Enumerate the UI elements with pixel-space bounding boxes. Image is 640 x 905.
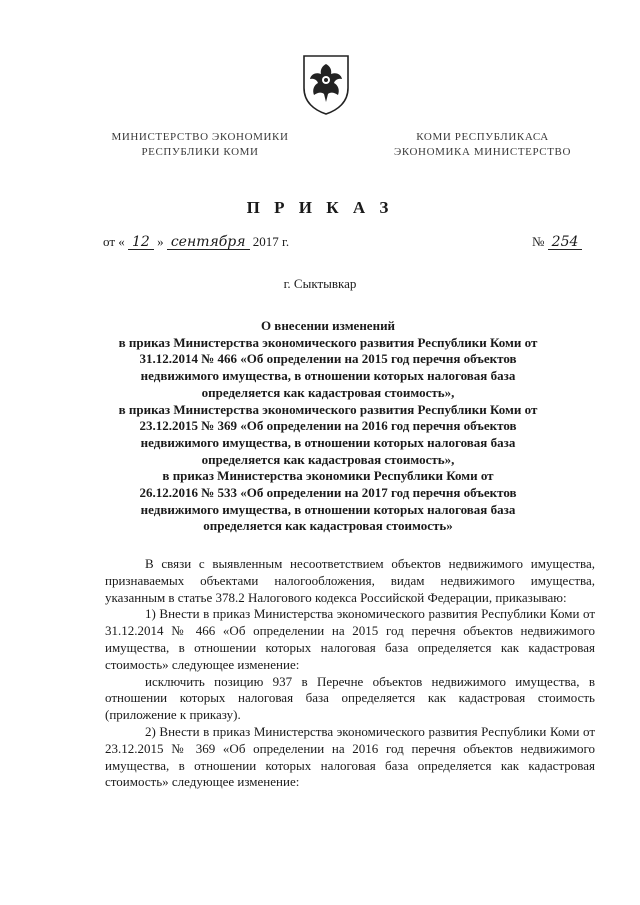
heading-line: определяется как кадастровая стоимость», (201, 451, 455, 467)
number-label: № (532, 234, 545, 249)
coat-of-arms-icon (300, 52, 352, 116)
date-prefix: от « (103, 234, 125, 249)
heading-line: в приказ Министерства экономики Республики Коми от (162, 468, 494, 484)
header-left-line1: МИНИСТЕРСТВО ЭКОНОМИКИ (111, 131, 289, 143)
heading-line: определяется как кадастровая стоимость», (201, 384, 455, 400)
order-number (532, 234, 582, 250)
heading-line: 23.12.2015 № 369 «Об определении на 2016 год перечня объектов (139, 418, 517, 434)
ministry-name-russian (100, 130, 300, 160)
number-value: 254 (548, 235, 583, 250)
date-day: 12 (128, 235, 154, 250)
date-month: сентября (167, 235, 250, 250)
order-date (103, 234, 289, 250)
date-mid: » (157, 234, 164, 249)
header-right-line2: ЭКОНОМИКА МИНИСТЕРСТВО (393, 146, 572, 158)
order-body (105, 556, 595, 791)
ministry-name-komi (375, 130, 590, 160)
body-paragraph: исключить позицию 937 в Перечне объектов недвижимого имущества, в отношении которых налоговая база определяется как кадастровая стоимость (приложение к приказу). (105, 673, 595, 723)
heading-line: в приказ Министерства экономического развития Республики Коми от (118, 334, 538, 350)
body-paragraph: В связи с выявленным несоответствием объектов недвижимого имущества, признаваемых объектами налогообложения, видам недвижимого имущества, указанным в статье 378.2 Налогового кодекса Российской Федерации, приказываю: (105, 556, 595, 605)
header-right-line1: КОМИ РЕСПУБЛИКАСА (416, 131, 549, 143)
heading-line: определяется как кадастровая стоимость» (203, 518, 453, 534)
order-heading (98, 318, 558, 535)
date-year: 2017 г. (252, 234, 290, 249)
heading-line: О внесении изменений (260, 318, 396, 333)
city: г. Сыктывкар (283, 276, 357, 291)
header-left-line2: РЕСПУБЛИКИ КОМИ (141, 146, 259, 158)
heading-line: в приказ Министерства экономического развития Республики Коми от (118, 401, 538, 417)
heading-line: недвижимого имущества, в отношении которых налоговая база (140, 434, 516, 450)
heading-line: недвижимого имущества, в отношении которых налоговая база (140, 501, 516, 517)
heading-line: 26.12.2016 № 533 «Об определении на 2017 год перечня объектов (139, 485, 517, 501)
body-paragraph: 1) Внести в приказ Министерства экономического развития Республики Коми от 31.12.2014 № 466 «Об определении на 2015 год перечня объектов недвижимого имущества, в отношении которых налоговая база определяется как кадастровая стоимость» следующее изменение: (105, 606, 595, 672)
body-paragraph: 2) Внести в приказ Министерства экономического развития Республики Коми от 23.12.2015 № 369 «Об определении на 2016 год перечня объектов недвижимого имущества, в отношении которых налоговая база определяется как кадастровая стоимость» следующее изменение: (105, 723, 595, 790)
document-title: П Р И К А З (246, 198, 394, 217)
heading-line: 31.12.2014 № 466 «Об определении на 2015 год перечня объектов (139, 351, 517, 367)
heading-line: недвижимого имущества, в отношении которых налоговая база (140, 368, 516, 384)
